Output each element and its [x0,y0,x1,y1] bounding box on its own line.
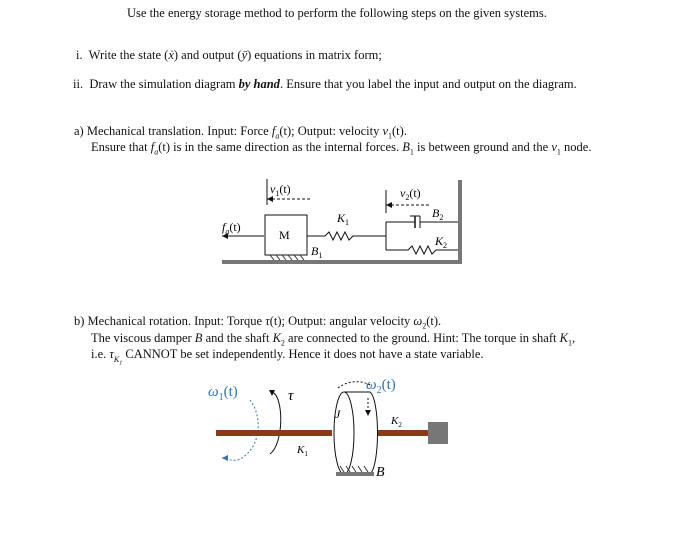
ground-block-right [428,422,448,444]
ybar-symbol: ȳ [241,48,248,62]
part-a-line2-text-a: Ensure that [91,140,148,154]
part-b-line3-text-b: CANNOT be set independently. Hence it does not have a state variable. [125,347,484,361]
part-b-line3-text-a: i.e. [91,347,107,361]
part-b-line2-text-c: are connected to the ground. Hint: The torque in shaft [288,331,557,345]
part-b-line1-text-b: (t); Output: angular velocity [269,314,411,328]
part-a-line1-text-b: (t); Output: velocity [279,124,380,138]
part-b-line1-text-c: (t). [426,314,442,328]
k1-shaft-label: $K_1$ [297,444,308,458]
mass-label: M [279,228,290,242]
fa-symbol-2: f [150,140,155,154]
step-ii-text-b: . Ensure that you label the input and output on the diagram. [279,77,577,91]
translational-system-diagram [210,175,470,270]
v1-sub-2: 1 [556,147,561,157]
step-ii [73,77,577,92]
tau-k-sub: K [113,354,120,364]
v1-symbol-2: v [551,140,557,154]
b-ground-base [336,472,374,476]
part-b-line1-text-a: Mechanical rotation. Input: Torque [87,314,263,328]
part-a-line1-text-c: (t). [392,124,407,138]
tau-symbol: τ [265,314,270,328]
step-ii-bold: by hand [238,77,280,91]
step-i-text-b: ) and output ( [173,48,242,62]
k2-label: $K_2$ [435,234,448,250]
part-a-line2-text-d: node. [564,140,592,154]
part-a-label: a) [74,124,84,138]
w2-label: $\omega_2(t)$ [366,377,396,396]
w1-label: $\omega_1(t)$ [208,384,238,403]
inertia-disk-face [334,392,354,474]
b2-label: $B_2$ [432,206,444,222]
header-text: Use the energy storage method to perform the following steps on the given systems. [127,6,547,20]
b1-symbol: B [402,140,410,154]
step-ii-text-a: Draw the simulation diagram [89,77,236,91]
v1-symbol: v [382,124,389,138]
b1-sub: 1 [409,147,414,157]
fa-sub: a [275,131,280,141]
fa-label: $f_a(t)$ [222,220,241,236]
k1-symbol: K [559,331,568,345]
k1-spring [307,232,386,240]
b1-friction-hatch [270,255,304,260]
part-b-line2-text-d: , [571,331,576,345]
step-i-number: i. [76,48,83,62]
tau-k1-symbol: τ [109,347,114,361]
k2-shaft-label: $K_2$ [391,415,402,429]
v2-label: $v_2(t)$ [400,186,421,202]
k1-sub: 1 [567,338,572,348]
w2-sub: 2 [422,321,427,331]
k2-symbol: K [272,331,281,345]
tau-k-subsub: 1 [119,360,123,367]
part-a-line2-text-c: is between ground and the [416,140,549,154]
w2-symbol: ω [413,314,423,328]
part-a-line2-text-b: (t) is in the same direction as the internal forces. [158,140,400,154]
xdot-symbol: ẋ [168,48,174,62]
torque-arrow [270,392,281,454]
b-label: B [376,465,385,480]
part-a-line1-text-a: Mechanical translation. Input: Force [86,124,269,138]
rotational-system-diagram [200,370,460,485]
tau-label: τ [288,388,294,404]
j-label: J [335,407,341,421]
step-ii-number: ii. [73,77,84,91]
k2-sub: 2 [280,338,285,348]
v1-arrowhead [267,196,273,202]
fa-sub-2: a [154,147,159,157]
step-i [76,48,382,63]
part-b-line2-text-b: and the shaft [205,331,270,345]
b-symbol: B [194,331,203,345]
k1-label: $K_1$ [337,211,350,227]
step-i-text-a: Write the state ( [88,48,169,62]
v1-sub: 1 [388,131,393,141]
fa-symbol: f [271,124,276,138]
v2-arrowhead [386,202,392,208]
w1-arrowhead [222,455,228,461]
k2-spring [386,246,458,254]
b1-label: $B_1$ [311,244,323,260]
step-i-text-c: ) equations in matrix form; [247,48,382,62]
part-b-line2-text-a: The viscous damper [91,331,192,345]
part-b-line3 [91,347,484,371]
part-a-line2 [91,140,591,160]
part-b-label: b) [74,314,85,328]
v1-label: $v_1(t)$ [270,182,291,198]
